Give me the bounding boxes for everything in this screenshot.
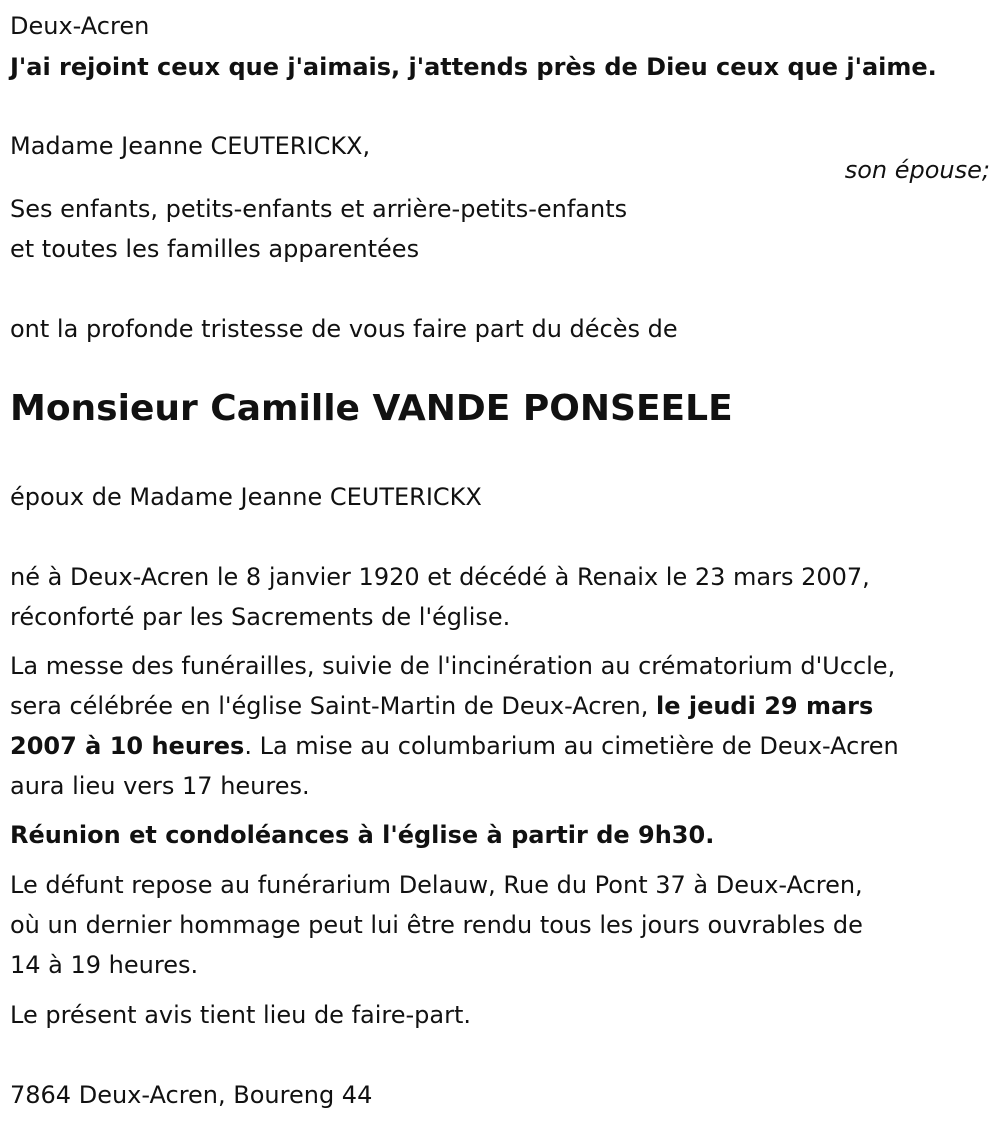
funeral-date: le jeudi 29 mars xyxy=(655,692,874,720)
funeral-line-1: La messe des funérailles, suivie de l'incinération au crématorium d'Uccle, xyxy=(10,652,896,680)
visitation-line-3: 14 à 19 heures. xyxy=(10,951,199,979)
funeral-time: 2007 à 10 heures xyxy=(10,732,245,760)
condolences: Réunion et condoléances à l'église à partir de 9h30. xyxy=(10,821,715,849)
visitation-line-2: où un dernier hommage peut lui être rendu tous les jours ouvrables de xyxy=(10,911,863,939)
deceased-name: Monsieur Camille VANDE PONSEELE xyxy=(10,388,733,429)
spouse-name: Madame Jeanne CEUTERICKX, xyxy=(10,132,371,160)
funeral-line-4: aura lieu vers 17 heures. xyxy=(10,772,310,800)
spouse-of: époux de Madame Jeanne CEUTERICKX xyxy=(10,483,482,511)
spouse-role: son épouse; xyxy=(844,156,990,184)
visitation-line-1: Le défunt repose au funérarium Delauw, Rue du Pont 37 à Deux-Acren, xyxy=(10,871,863,899)
columbarium-note: . La mise au columbarium au cimetière de Deux-Acren xyxy=(244,732,899,760)
header-town: Deux-Acren xyxy=(10,12,150,40)
children-line-2: et toutes les familles apparentées xyxy=(10,235,420,263)
funeral-church: sera célébrée en l'église Saint-Martin de Deux-Acren, xyxy=(10,692,656,720)
life-dates: né à Deux-Acren le 8 janvier 1920 et décédé à Renaix le 23 mars 2007, xyxy=(10,563,870,591)
sacraments: réconforté par les Sacrements de l'église. xyxy=(10,603,511,631)
children-line-1: Ses enfants, petits-enfants et arrière-petits-enfants xyxy=(10,195,628,223)
notice: Le présent avis tient lieu de faire-part. xyxy=(10,1001,472,1029)
announcement: ont la profonde tristesse de vous faire part du décès de xyxy=(10,315,678,343)
funeral-line-3 xyxy=(10,726,899,766)
epitaph: J'ai rejoint ceux que j'aimais, j'attends près de Dieu ceux que j'aime. xyxy=(10,53,937,81)
funeral-line-2 xyxy=(10,686,873,726)
family-address: 7864 Deux-Acren, Boureng 44 xyxy=(10,1081,373,1109)
